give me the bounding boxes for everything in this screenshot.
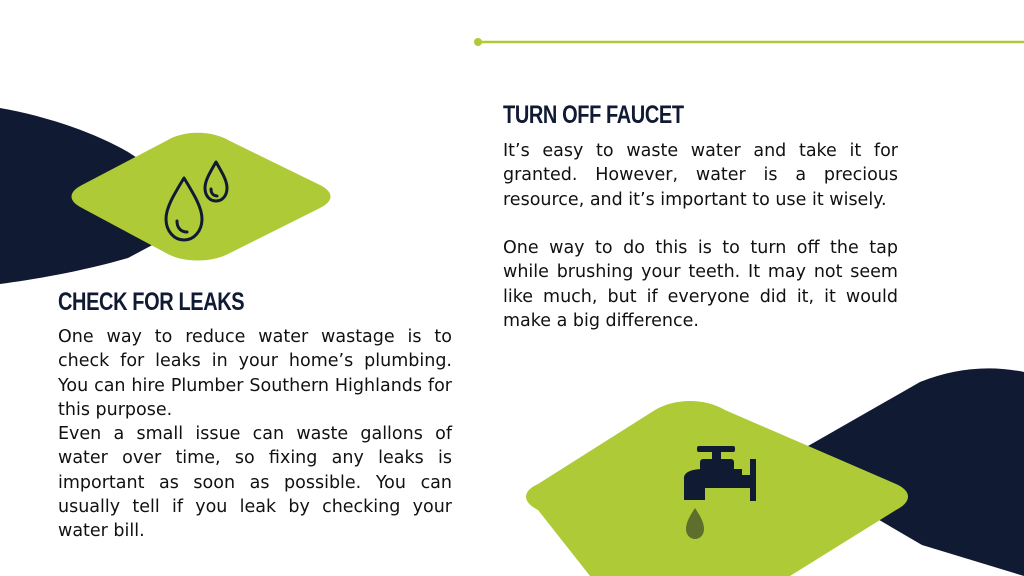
text-line: Even a small issue can waste gallons [58, 424, 423, 445]
text-line: plumbing. You can hire Plumber [58, 351, 452, 396]
turn-off-faucet-paragraph-1 [503, 139, 898, 212]
paragraph-spacer [503, 212, 898, 236]
text-line: did it, it would make a big difference. [503, 286, 898, 332]
check-for-leaks-paragraph-2 [58, 422, 452, 543]
divider-line-dot [474, 38, 482, 46]
text-line: not seem like much, but if everyone [503, 262, 898, 307]
text-line: Southern Highlands for this purpose. [58, 375, 452, 420]
text-line: is important as soon as possible. You [58, 448, 452, 493]
text-line: One way to do this is to turn off the [503, 238, 859, 259]
text-line: It’s easy to waste water and take it for [503, 141, 898, 161]
text-line: granted. However, water is a precious [503, 165, 898, 186]
check-for-leaks-paragraph-1 [58, 325, 452, 422]
text-line: to check for leaks in your home’s [58, 327, 452, 372]
text-line: can usually tell if you leak by checking [58, 472, 452, 518]
text-line: One way to reduce water wastage is [58, 327, 422, 347]
check-for-leaks-text [58, 325, 452, 544]
text-line: tap while brushing your teeth. It may [503, 238, 898, 283]
text-line: of water over time, so fixing any leaks [58, 424, 452, 469]
turn-off-faucet-title: TURN OFF FAUCET [503, 101, 684, 129]
check-for-leaks-title: CHECK FOR LEAKS [58, 288, 245, 316]
turn-off-faucet-paragraph-2 [503, 236, 898, 333]
text-line: wisely. [829, 189, 887, 210]
text-line: your water bill. [58, 497, 452, 542]
turn-off-faucet-text [503, 139, 898, 333]
text-line: resource, and it’s important to use it [503, 189, 824, 210]
